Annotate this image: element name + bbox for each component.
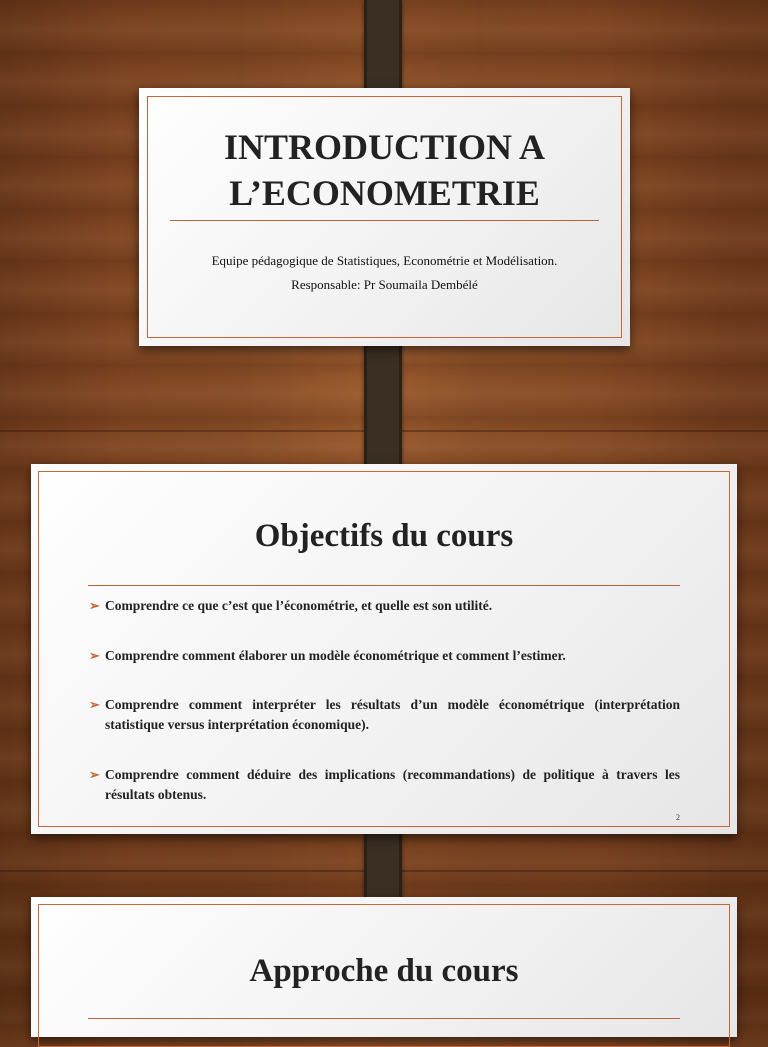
arrow-bullet-icon: ➢ xyxy=(89,598,100,613)
title-divider xyxy=(88,1018,680,1019)
slide-title: Objectifs du cours xyxy=(254,518,514,554)
bullet-item: ➢ Comprendre comment interpréter les résultats d’un modèle économétrique (interprétation statistique versus interprétation économique). xyxy=(89,697,680,732)
slide-title xyxy=(139,124,630,216)
title-line-2: L’ECONOMETRIE xyxy=(229,173,540,213)
slide-title: Approche du cours xyxy=(249,953,519,989)
bullet-item: ➢ Comprendre ce que c’est que l’économétrie, et quelle est son utilité. xyxy=(105,596,680,616)
slide-3-approach xyxy=(31,897,737,1037)
bullet-item: ➢ Comprendre comment élaborer un modèle économétrique et comment l’estimer. xyxy=(105,646,680,666)
slide-2-objectives xyxy=(31,464,737,834)
slide-strap xyxy=(364,330,402,482)
title-divider xyxy=(88,585,680,586)
slide-subtitle xyxy=(139,249,630,297)
arrow-bullet-icon: ➢ xyxy=(89,648,100,663)
subtitle-line-2: Responsable: Pr Soumaila Dembélé xyxy=(291,277,478,292)
arrow-bullet-icon: ➢ xyxy=(89,697,100,712)
arrow-bullet-icon: ➢ xyxy=(89,767,100,782)
title-divider xyxy=(170,220,599,221)
slide-1-title xyxy=(139,88,630,346)
title-line-1: INTRODUCTION A xyxy=(223,127,546,167)
subtitle-line-1: Equipe pédagogique de Statistiques, Econométrie et Modélisation. xyxy=(211,253,558,268)
bullet-item: ➢ Comprendre comment déduire des implications (recommandations) de politique à travers les résultats obtenus. xyxy=(89,767,680,802)
page-number: 2 xyxy=(676,813,680,822)
